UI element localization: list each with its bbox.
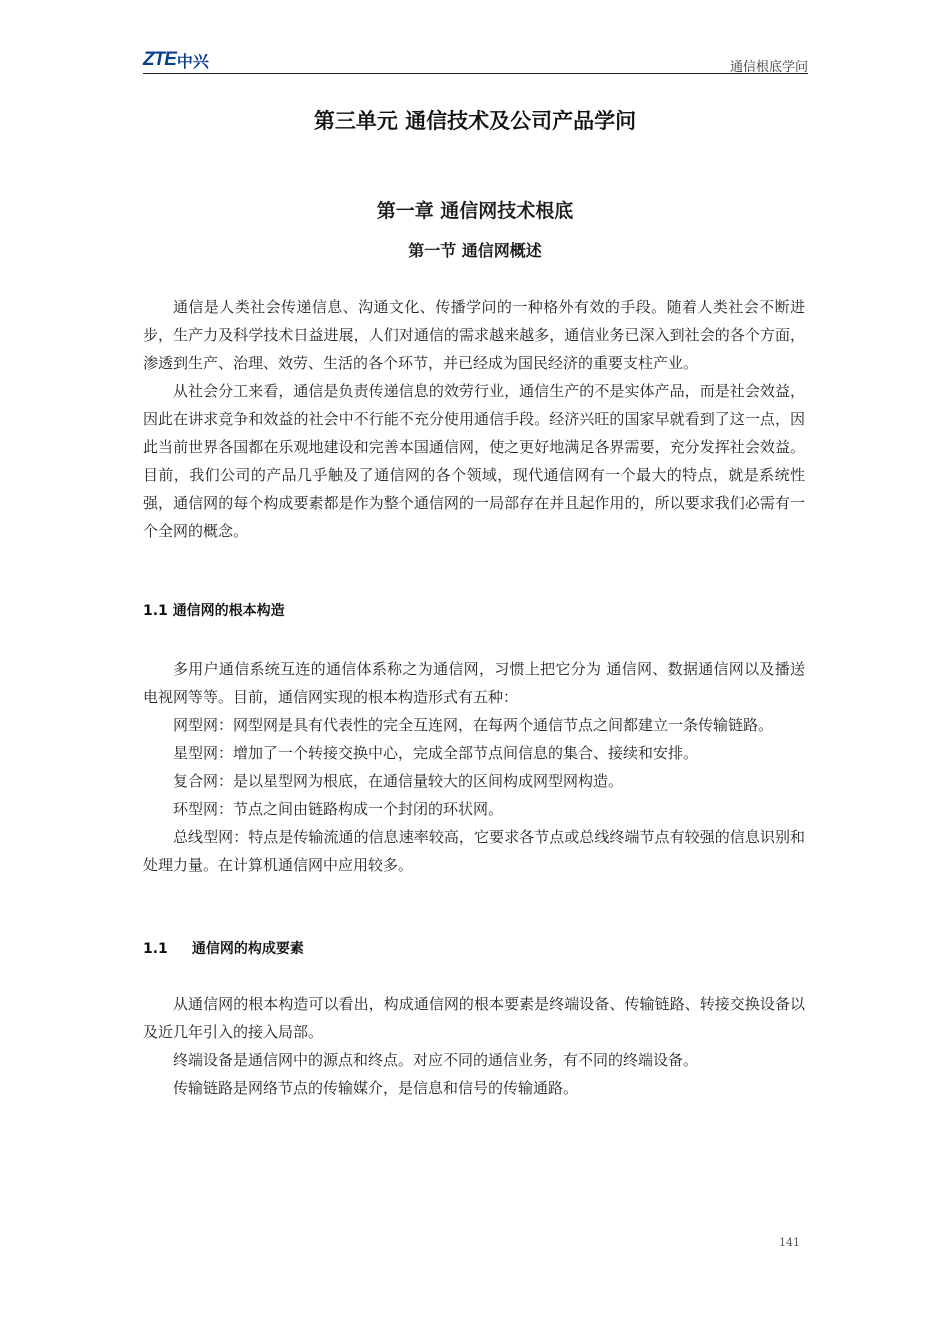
logo-chinese-text: 中兴 (176, 51, 209, 71)
paragraph: 多用户通信系统互连的通信体系称之为通信网，习惯上把它分为 通信网、数据通信网以及播送电视网等等。目前，通信网实现的根本构造形式有五种： (143, 660, 805, 706)
subsection-number: 1.1 (143, 941, 168, 957)
section-title: 第一节 通信网概述 (408, 241, 542, 260)
subsection-title: 通信网的根本构造 (172, 603, 285, 619)
zte-logo (143, 48, 209, 72)
structure-text (143, 655, 805, 879)
unit-title: 第三单元 通信技术及公司产品学问 (313, 109, 637, 133)
paragraph: 从社会分工来看，通信是负责传递信息的效劳行业，通信生产的不是实体产品，而是社会效益，因此在讲求竞争和效益的社会中不行能不充分使用通信手段。经济兴旺的国家早就看到了这一点，因此当前世界各国都在乐观地建设和完善本国通信网，使之更好地满足各界需要，充分发挥社会效益。目前，我们公司的产品几乎触及了通信网的各个领域，现代通信网有一个最大的特点，就是系统性强，通信网的每个构成要素都是作为整个通信网的一局部存在并且起作用的，所以要求我们必需有一个全网的概念。 (143, 382, 805, 540)
logo-text: ZTE (143, 49, 176, 70)
subsection-heading (143, 938, 304, 958)
running-header: 通信根底学问 (729, 60, 808, 75)
page-number: 141 (779, 1236, 800, 1249)
paragraph: 复合网：是以星型网为根底，在通信量较大的区间构成网型网构造。 (173, 772, 624, 790)
chapter-title: 第一章 通信网技术根底 (376, 200, 574, 222)
elements-text (143, 990, 805, 1102)
subsection-title: 通信网的构成要素 (191, 941, 304, 957)
paragraph: 终端设备是通信网中的源点和终点。对应不同的通信业务，有不同的终端设备。 (173, 1051, 699, 1069)
subsection-number: 1.1 (143, 603, 168, 619)
subsection-heading (143, 600, 285, 620)
paragraph: 星型网：增加了一个转接交换中心，完成全部节点间信息的集合、接续和安排。 (173, 744, 699, 762)
intro-text (143, 293, 805, 545)
paragraph: 环型网：节点之间由链路构成一个封闭的环状网。 (173, 800, 504, 818)
paragraph: 通信是人类社会传递信息、沟通文化、传播学问的一种格外有效的手段。随着人类社会不断进步，生产力及科学技术日益进展，人们对通信的需求越来越多，通信业务已深入到社会的各个方面，渗透到生产、治理、效劳、生活的各个环节，并已经成为国民经济的重要支柱产业。 (143, 298, 805, 372)
paragraph: 传输链路是网络节点的传输媒介，是信息和信号的传输通路。 (173, 1079, 579, 1097)
paragraph: 总线型网：特点是传输流通的信息速率较高，它要求各节点或总线终端节点有较强的信息识别和处理力量。在计算机通信网中应用较多。 (143, 828, 805, 874)
paragraph: 网型网：网型网是具有代表性的完全互连网，在每两个通信节点之间都建立一条传输链路。 (173, 716, 774, 734)
paragraph: 从通信网的根本构造可以看出，构成通信网的根本要素是终端设备、传输链路、转接交换设备以及近几年引入的接入局部。 (143, 995, 805, 1041)
header-divider (143, 73, 808, 74)
